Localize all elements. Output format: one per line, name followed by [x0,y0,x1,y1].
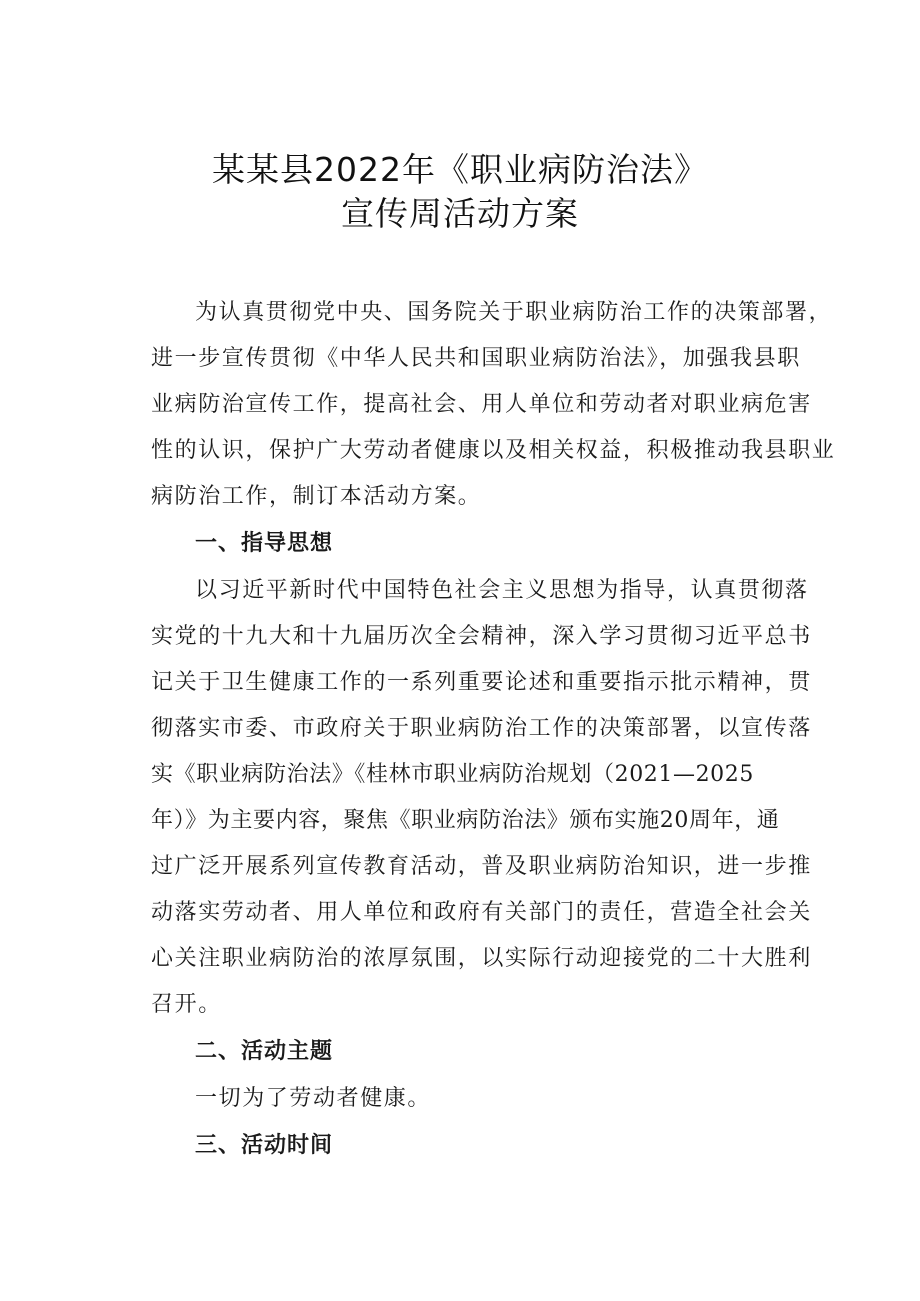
intro-paragraph [151,290,836,520]
title-line-1: 某某县2022年《职业病防治法》 [212,150,708,189]
paragraph-line: 一切为了劳动者健康。 [195,1086,432,1111]
section-heading-activity-theme: 二、活动主题 [195,1039,334,1064]
paragraph-line: 心关注职业病防治的浓厚氛围，以实际行动迎接党的二十大胜利 [151,946,812,971]
document-body [151,290,836,1170]
paragraph-line: 病防治工作，制订本活动方案。 [151,484,482,509]
paragraph-line: 性的认识，保护广大劳动者健康以及相关权益，积极推动我县职业 [151,438,836,463]
section-heading-activity-time: 三、活动时间 [195,1133,334,1158]
paragraph-line: 进一步宣传贯彻《中华人民共和国职业病防治法》，加强我县职 [151,346,801,371]
paragraph-line: 彻落实市委、市政府关于职业病防治工作的决策部署，以宣传落 [151,716,812,741]
paragraph-line: 实党的十九大和十九届历次全会精神，深入学习贯彻习近平总书 [151,624,812,649]
paragraph-line: 以习近平新时代中国特色社会主义思想为指导，认真贯彻落 [195,578,809,603]
paragraph-line: 记关于卫生健康工作的一系列重要论述和重要指示批示精神，贯 [151,670,812,695]
guiding-ideology-paragraph [151,568,812,1028]
document-title [0,148,920,236]
paragraph-line: 实《职业病防治法》《桂林市职业病防治规划（2021—2025 [151,762,754,787]
paragraph-line: 年）》为主要内容，聚焦《职业病防治法》颁布实施20周年，通 [151,808,780,833]
title-line-2: 宣传周活动方案 [341,194,579,233]
paragraph-line: 业病防治宣传工作，提高社会、用人单位和劳动者对职业病危害 [151,392,812,417]
paragraph-line: 召开。 [151,992,222,1017]
paragraph-line: 为认真贯彻党中央、国务院关于职业病防治工作的决策部署， [195,300,833,325]
activity-theme-paragraph [151,1076,806,1122]
paragraph-line: 动落实劳动者、用人单位和政府有关部门的责任，营造全社会关 [151,900,812,925]
section-heading-guiding-ideology: 一、指导思想 [195,531,334,556]
paragraph-line: 过广泛开展系列宣传教育活动，普及职业病防治知识，进一步推 [151,854,812,879]
